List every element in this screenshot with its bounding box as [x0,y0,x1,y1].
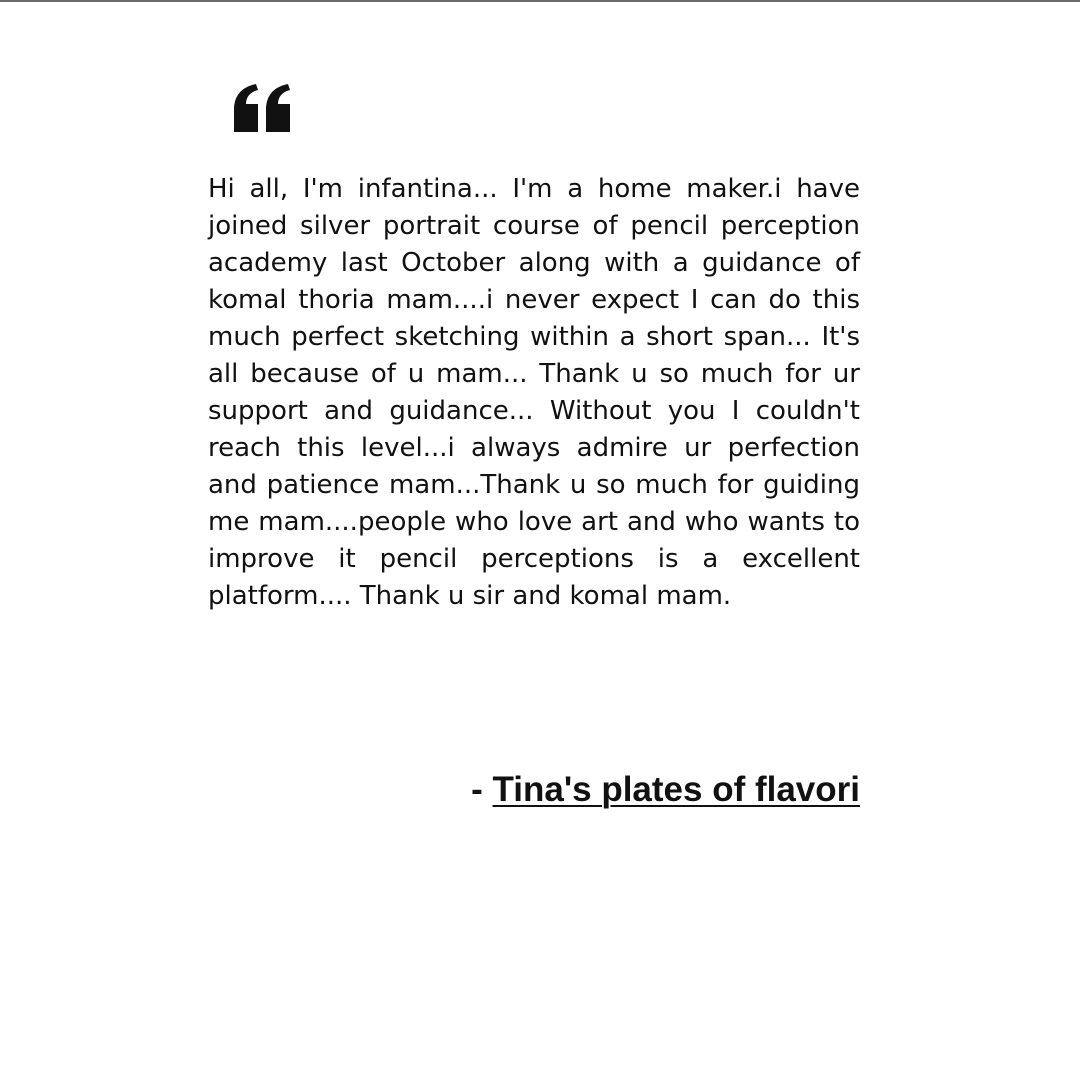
attribution-prefix: - [471,770,493,809]
top-divider [0,0,1080,2]
attribution-name: Tina's plates of flavori [492,770,860,809]
attribution [208,768,860,812]
testimonial-text: Hi all, I'm infantina... I'm a home maker.i have joined silver portrait course of pencil perception academy last October along with a guidance of komal thoria mam....i never expect I can do this much perfect sketching within a short span... It's all because of u mam... Thank u so much for ur support and guidance... Without you I couldn't reach this level...i always admire ur perfection and patience mam...Thank u so much for guiding me mam....people who love art and who wants to improve it pencil perceptions is a excellent platform.... Thank u sir and komal mam. [208,174,860,611]
quote-open-icon [232,84,292,132]
